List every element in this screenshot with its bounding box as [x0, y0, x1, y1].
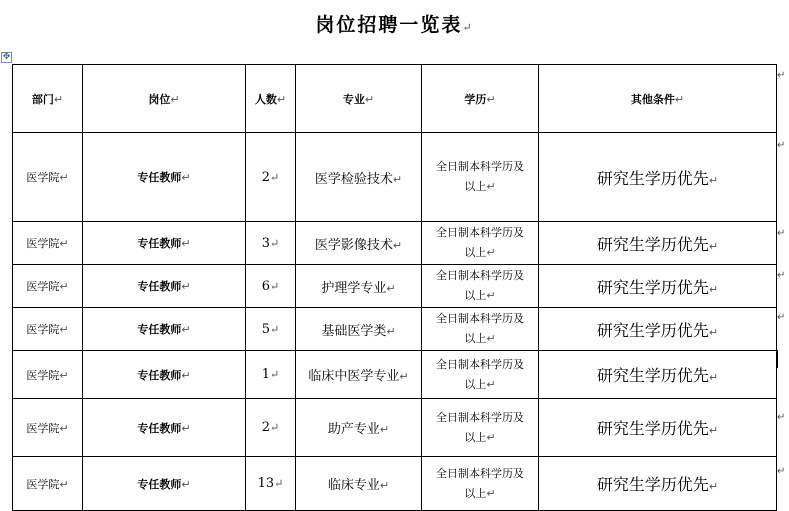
document-title [0, 10, 789, 37]
position-cell: 专任教师↵ [83, 399, 246, 457]
position-cell: 专任教师↵ [83, 133, 246, 222]
education-cell: 全日制本科学历及 以上↵ [422, 308, 539, 351]
major-cell: 临床专业↵ [296, 457, 422, 511]
dept-cell: 医学院↵ [13, 133, 83, 222]
position-cell: 专任教师↵ [83, 457, 246, 511]
count-cell: 5↵ [246, 308, 296, 351]
row-end-mark-icon: ↵ [777, 312, 786, 323]
dept-cell: 医学院↵ [13, 265, 83, 308]
major-cell: 基础医学类↵ [296, 308, 422, 351]
table-row [13, 457, 777, 511]
other-cell: 研究生学历优先↵ [539, 308, 777, 351]
count-cell: 1↵ [246, 351, 296, 399]
table-row [13, 265, 777, 308]
major-cell: 医学检验技术↵ [296, 133, 422, 222]
header-other: 其他条件↵ [539, 65, 777, 133]
header-row [13, 65, 777, 133]
other-cell: 研究生学历优先↵ [539, 133, 777, 222]
education-cell: 全日制本科学历及 以上↵ [422, 222, 539, 265]
text-cursor [776, 350, 778, 368]
row-end-mark-icon: ↵ [777, 466, 786, 477]
table-row [13, 133, 777, 222]
count-cell: 2↵ [246, 133, 296, 222]
other-cell: 研究生学历优先↵ [539, 265, 777, 308]
table-row [13, 308, 777, 351]
header-major: 专业↵ [296, 65, 422, 133]
table-row [13, 399, 777, 457]
dept-cell: 医学院↵ [13, 457, 83, 511]
education-cell: 全日制本科学历及 以上↵ [422, 265, 539, 308]
position-cell: 专任教师↵ [83, 265, 246, 308]
major-cell: 临床中医学专业↵ [296, 351, 422, 399]
major-cell: 医学影像技术↵ [296, 222, 422, 265]
paragraph-mark-icon: ↵ [462, 21, 474, 34]
table-row [13, 222, 777, 265]
dept-cell: 医学院↵ [13, 399, 83, 457]
other-cell: 研究生学历优先↵ [539, 399, 777, 457]
major-cell: 助产专业↵ [296, 399, 422, 457]
header-count: 人数↵ [246, 65, 296, 133]
dept-cell: 医学院↵ [13, 308, 83, 351]
count-cell: 6↵ [246, 265, 296, 308]
count-cell: 3↵ [246, 222, 296, 265]
header-education: 学历↵ [422, 65, 539, 133]
row-end-mark-icon: ↵ [777, 140, 786, 151]
position-cell: 专任教师↵ [83, 308, 246, 351]
education-cell: 全日制本科学历及 以上↵ [422, 351, 539, 399]
title-text: 岗位招聘一览表 [315, 14, 463, 36]
recruitment-table [12, 64, 777, 511]
education-cell: 全日制本科学历及 以上↵ [422, 399, 539, 457]
dept-cell: 医学院↵ [13, 222, 83, 265]
other-cell: 研究生学历优先↵ [539, 351, 777, 399]
row-end-mark-icon: ↵ [777, 412, 786, 423]
position-cell: 专任教师↵ [83, 351, 246, 399]
header-dept: 部门↵ [13, 65, 83, 133]
count-cell: 2↵ [246, 399, 296, 457]
major-cell: 护理学专业↵ [296, 265, 422, 308]
row-end-mark-icon: ↵ [777, 70, 786, 81]
table-row [13, 351, 777, 399]
other-cell: 研究生学历优先↵ [539, 222, 777, 265]
education-cell: 全日制本科学历及 以上↵ [422, 457, 539, 511]
education-cell: 全日制本科学历及 以上↵ [422, 133, 539, 222]
header-position: 岗位↵ [83, 65, 246, 133]
row-end-mark-icon: ↵ [777, 270, 786, 281]
other-cell: 研究生学历优先↵ [539, 457, 777, 511]
table-move-handle-icon[interactable]: ✥ [2, 52, 11, 62]
row-end-mark-icon: ↵ [777, 228, 786, 239]
position-cell: 专任教师↵ [83, 222, 246, 265]
dept-cell: 医学院↵ [13, 351, 83, 399]
count-cell: 13↵ [246, 457, 296, 511]
